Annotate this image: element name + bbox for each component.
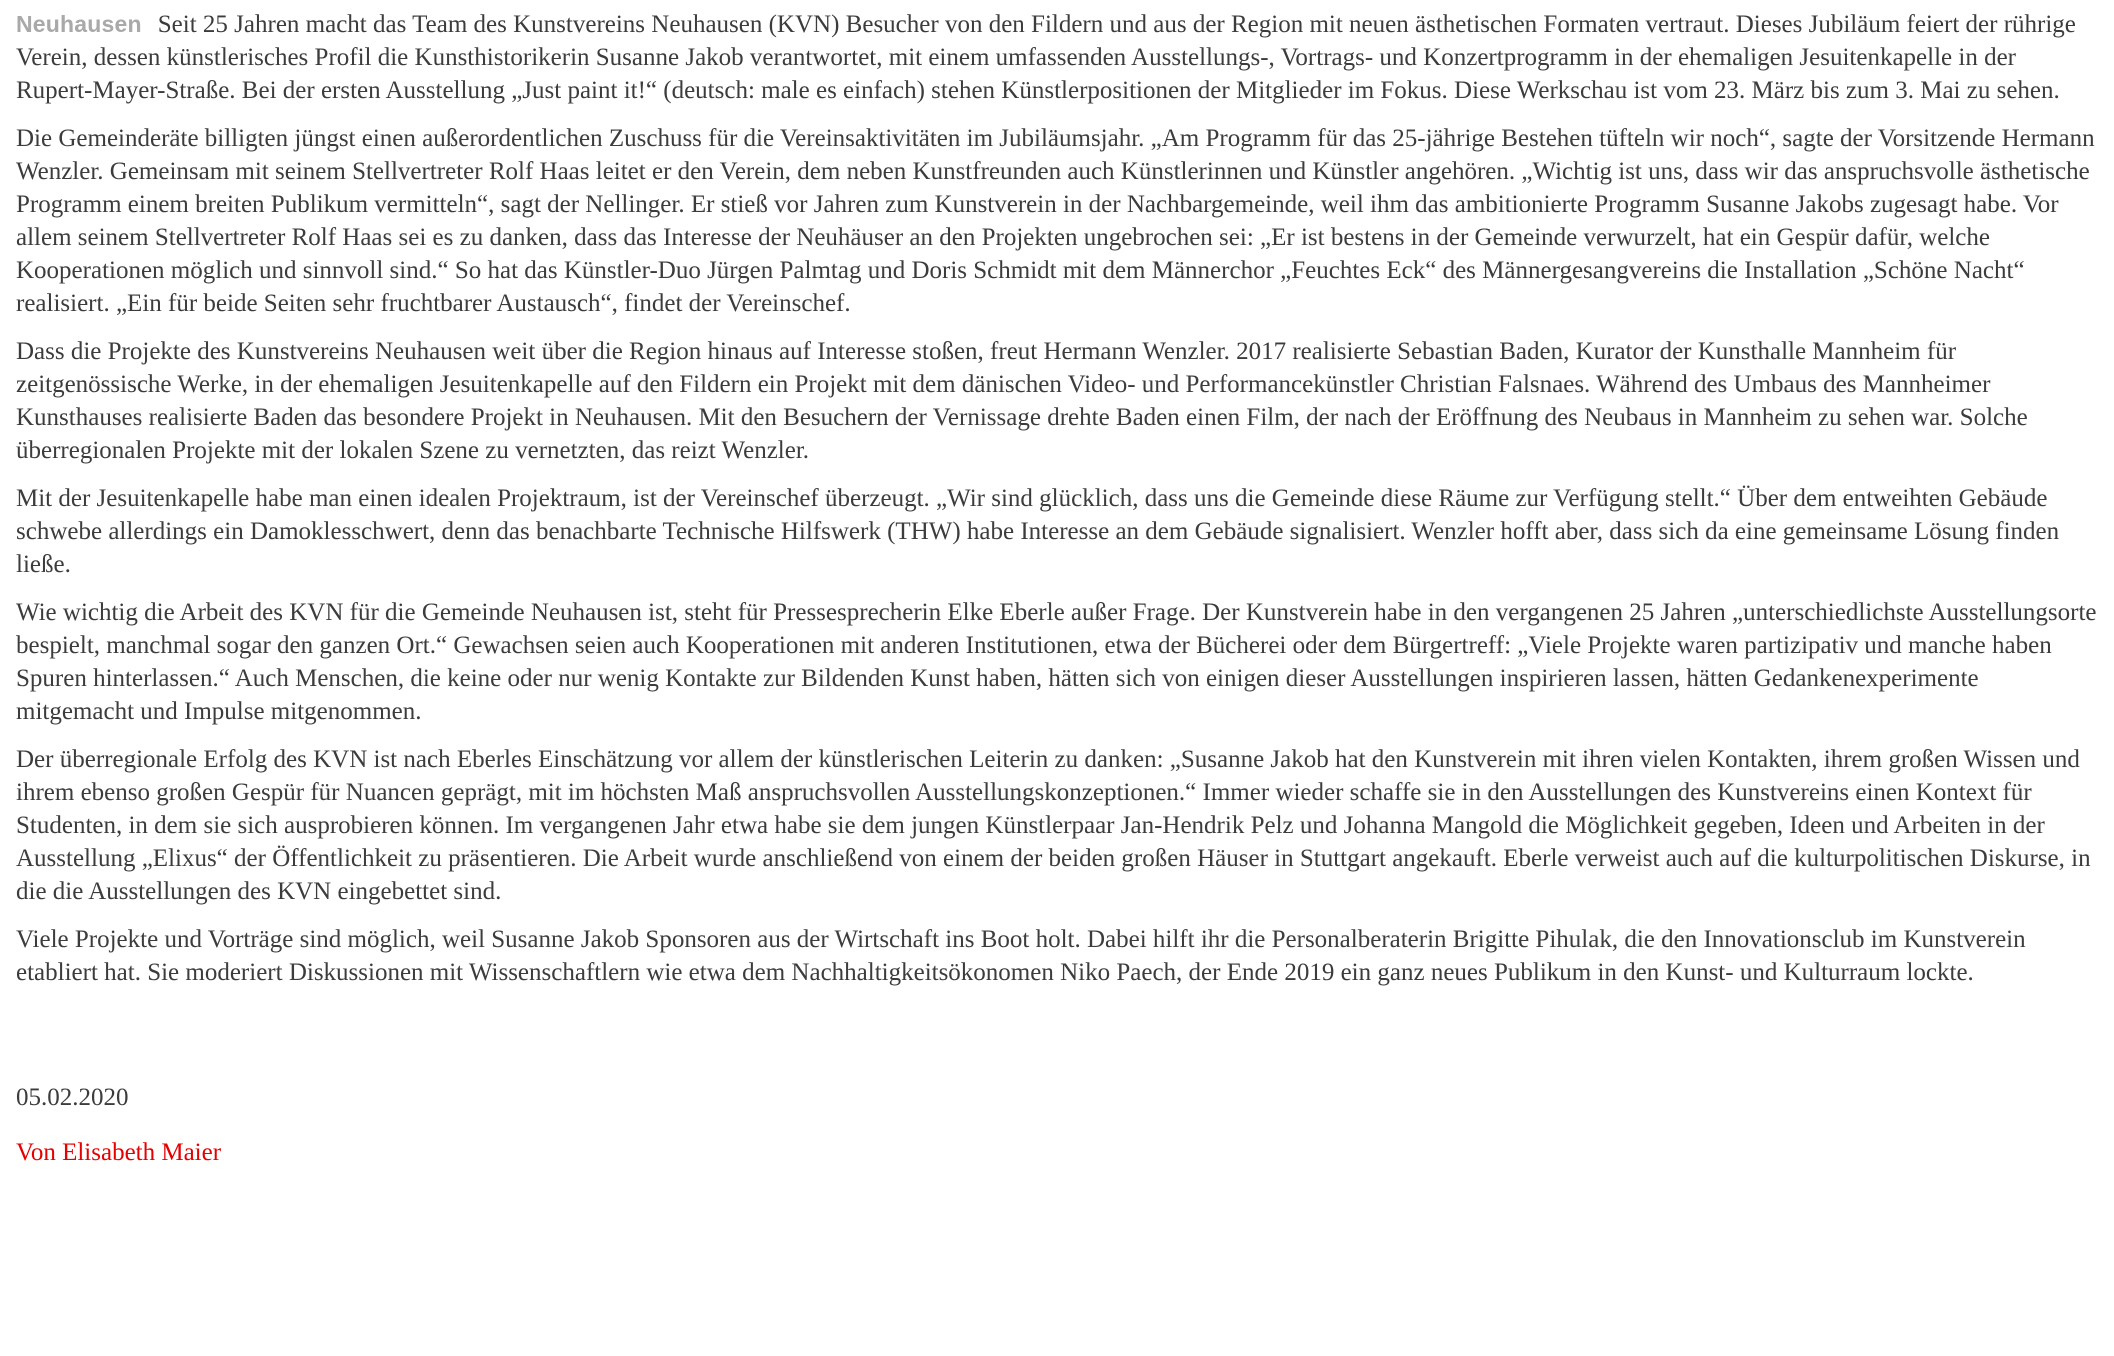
paragraph: Der überregionale Erfolg des KVN ist nach Eberles Einschätzung vor allem der künstlerischen Leiterin zu danken: „Susanne Jakob hat den Kunstverein mit ihren vielen Kontakten, ihrem großen Wissen und ihrem ebenso großen Gespür für Nuancen geprägt, mit im höchsten Maß anspruchsvollen Ausstellungskonzeptionen.“ Immer wieder schaffe sie in den Ausstellungen des Kunstvereins einen Kontext für Studenten, in dem sie sich ausprobieren können. Im vergangenen Jahr etwa habe sie dem jungen Künstlerpaar Jan-Hendrik Pelz und Johanna Mangold die Möglichkeit gegeben, Ideen und Arbeiten in der Ausstellung „Elixus“ der Öffentlichkeit zu präsentieren. Die Arbeit wurde anschließend von einem der beiden großen Häuser in Stuttgart angekauft. Eberle verweist auch auf die kulturpolitischen Diskurse, in die die Ausstellungen des KVN eingebettet sind. [16, 746, 2091, 905]
paragraph-text: Seit 25 Jahren macht das Team des Kunstvereins Neuhausen (KVN) Besucher von den Fildern und aus der Region mit neuen ästhetischen Formaten vertraut. Dieses Jubiläum feiert der rührige Verein, dessen künstlerisches Profil die Kunsthistorikerin Susanne Jakob verantwortet, mit einem umfassenden Ausstellungs-, Vortrags- und Konzertprogramm in der ehemaligen Jesuitenkapelle in der Rupert-Mayer-Straße. Bei der ersten Ausstellung „Just paint it!“ (deutsch: male es einfach) stehen Künstlerpositionen der Mitglieder im Fokus. Diese Werkschau ist vom 23. März bis zum 3. Mai zu sehen. [16, 11, 2076, 104]
article-date: 05.02.2020 [16, 1084, 129, 1111]
author-byline: Von Elisabeth Maier [16, 1139, 222, 1166]
paragraph: Wie wichtig die Arbeit des KVN für die Gemeinde Neuhausen ist, steht für Pressesprecherin Elke Eberle außer Frage. Der Kunstverein habe in den vergangenen 25 Jahren „unterschiedlichste Ausstellungsorte bespielt, manchmal sogar den ganzen Ort.“ Gewachsen seien auch Kooperationen mit anderen Institutionen, etwa der Bücherei oder dem Bürgertreff: „Viele Projekte waren partizipativ und manche haben Spuren hinterlassen.“ Auch Menschen, die keine oder nur wenig Kontakte zur Bildenden Kunst haben, hätten sich von einigen dieser Ausstellungen inspirieren lassen, hätten Gedankenexperimente mitgemacht und Impulse mitgenommen. [16, 599, 2097, 725]
paragraph: Dass die Projekte des Kunstvereins Neuhausen weit über die Region hinaus auf Interesse stoßen, freut Hermann Wenzler. 2017 realisierte Sebastian Baden, Kurator der Kunsthalle Mannheim für zeitgenössische Werke, in der ehemaligen Jesuitenkapelle auf den Fildern ein Projekt mit dem dänischen Video- und Performancekünstler Christian Falsnaes. Während des Umbaus des Mannheimer Kunsthauses realisierte Baden das besondere Projekt in Neuhausen. Mit den Besuchern der Vernissage drehte Baden einen Film, der nach der Eröffnung des Neubaus in Mannheim zu sehen war. Solche überregionalen Projekte mit der lokalen Szene zu vernetzten, das reizt Wenzler. [16, 338, 2028, 464]
lead-paragraph [16, 8, 2098, 107]
paragraph: Viele Projekte und Vorträge sind möglich, weil Susanne Jakob Sponsoren aus der Wirtschaft ins Boot holt. Dabei hilft ihr die Personalberaterin Brigitte Pihulak, die den Innovationsclub im Kunstverein etabliert hat. Sie moderiert Diskussionen mit Wissenschaftlern wie etwa dem Nachhaltigkeitsökonomen Niko Paech, der Ende 2019 ein ganz neues Publikum in den Kunst- und Kulturraum lockte. [16, 926, 2026, 986]
location-tag: Neuhausen [16, 11, 142, 37]
paragraph: Die Gemeinderäte billigten jüngst einen außerordentlichen Zuschuss für die Vereinsaktivitäten im Jubiläumsjahr. „Am Programm für das 25-jährige Bestehen tüfteln wir noch“, sagte der Vorsitzende Hermann Wenzler. Gemeinsam mit seinem Stellvertreter Rolf Haas leitet er den Verein, dem neben Kunstfreunden auch Künstlerinnen und Künstler angehören. „Wichtig ist uns, dass wir das anspruchsvolle ästhetische Programm einem breiten Publikum vermitteln“, sagt der Nellinger. Er stieß vor Jahren zum Kunstverein in der Nachbargemeinde, weil ihm das ambitionierte Programm Susanne Jakobs zugesagt habe. Vor allem seinem Stellvertreter Rolf Haas sei es zu danken, dass das Interesse der Neuhäuser an den Projekten ungebrochen sei: „Er ist bestens in der Gemeinde verwurzelt, hat ein Gespür dafür, welche Kooperationen möglich und sinnvoll sind.“ So hat das Künstler-Duo Jürgen Palmtag und Doris Schmidt mit dem Männerchor „Feuchtes Eck“ des Männergesangvereins die Installation „Schöne Nacht“ realisiert. „Ein für beide Seiten sehr fruchtbarer Austausch“, findet der Vereinschef. [16, 125, 2095, 317]
paragraph: Mit der Jesuitenkapelle habe man einen idealen Projektraum, ist der Vereinschef überzeugt. „Wir sind glücklich, dass uns die Gemeinde diese Räume zur Verfügung stellt.“ Über dem entweihten Gebäude schwebe allerdings ein Damoklesschwert, denn das benachbarte Technische Hilfswerk (THW) habe Interesse an dem Gebäude signalisiert. Wenzler hofft aber, dass sich da eine gemeinsame Lösung finden ließe. [16, 485, 2060, 578]
